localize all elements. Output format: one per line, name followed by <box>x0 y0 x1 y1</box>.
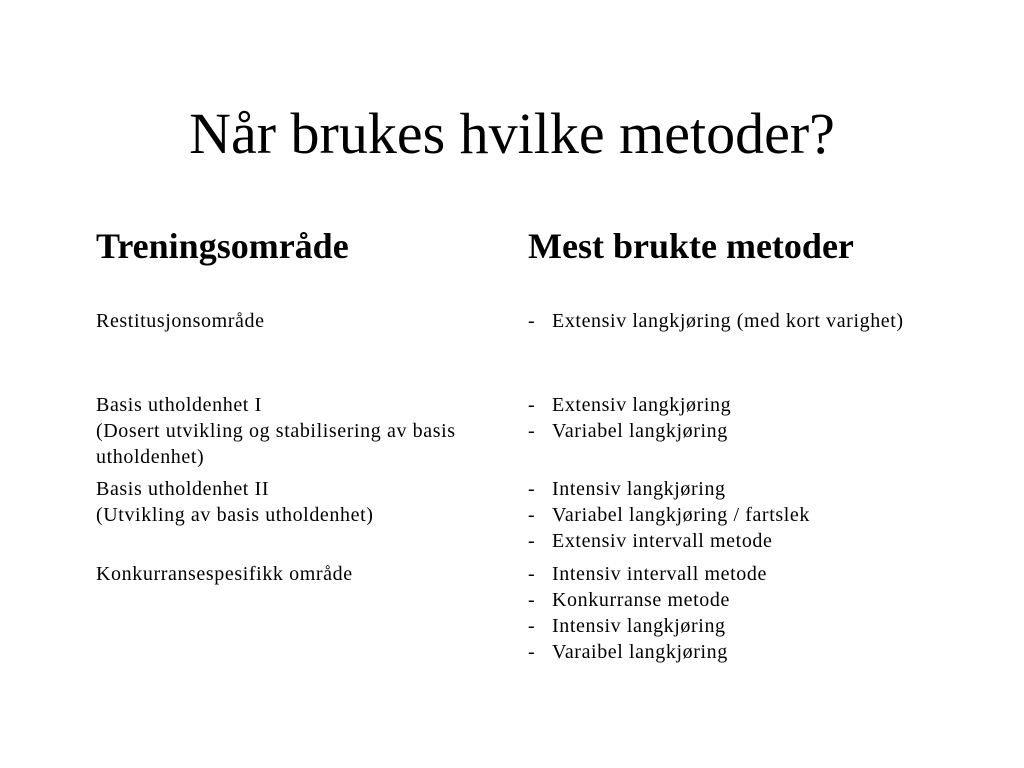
training-area-line: Basis utholdenhet I <box>96 394 262 416</box>
training-area-line: Konkurransespesifikk område <box>96 563 353 585</box>
dash-bullet: - <box>528 641 536 663</box>
methods-list <box>528 476 948 554</box>
list-item <box>528 528 948 554</box>
list-item <box>528 476 948 502</box>
method-text: Variabel langkjøring / fartslek <box>552 504 810 526</box>
method-text: Konkurranse metode <box>552 589 730 611</box>
list-item <box>528 392 948 418</box>
list-item <box>528 308 948 334</box>
dash-bullet: - <box>528 310 536 332</box>
dash-bullet: - <box>528 478 536 500</box>
dash-bullet: - <box>528 615 536 637</box>
dash-bullet: - <box>528 394 536 416</box>
training-area-line: (Utvikling av basis utholdenhet) <box>96 504 374 526</box>
training-area-cell <box>96 392 496 470</box>
methods-list <box>528 561 948 665</box>
method-text: Varaibel langkjøring <box>552 641 728 663</box>
training-area-line: (Dosert utvikling og stabilisering av basis utholdenhet) <box>96 420 456 468</box>
list-item <box>528 502 948 528</box>
list-item <box>528 639 948 665</box>
dash-bullet: - <box>528 563 536 585</box>
dash-bullet: - <box>528 420 536 442</box>
list-item <box>528 613 948 639</box>
dash-bullet: - <box>528 530 536 552</box>
method-text: Extensiv langkjøring (med kort varighet) <box>552 310 904 332</box>
method-text: Variabel langkjøring <box>552 420 728 442</box>
dash-bullet: - <box>528 589 536 611</box>
training-area-cell <box>96 308 496 334</box>
method-text: Extensiv langkjøring <box>552 394 732 416</box>
method-text: Intensiv langkjøring <box>552 615 726 637</box>
training-area-cell <box>96 476 496 528</box>
list-item <box>528 418 948 444</box>
methods-list <box>528 392 948 444</box>
list-item <box>528 587 948 613</box>
column-header-training-area: Treningsområde <box>96 226 349 266</box>
list-item <box>528 561 948 587</box>
training-area-line: Basis utholdenhet II <box>96 478 270 500</box>
training-area-line: Restitusjonsområde <box>96 310 265 332</box>
method-text: Intensiv intervall metode <box>552 563 767 585</box>
method-text: Intensiv langkjøring <box>552 478 726 500</box>
method-text: Extensiv intervall metode <box>552 530 773 552</box>
methods-list <box>528 308 948 334</box>
training-area-cell <box>96 561 496 587</box>
column-header-methods: Mest brukte metoder <box>528 226 854 266</box>
dash-bullet: - <box>528 504 536 526</box>
slide-title: Når brukes hvilke metoder? <box>189 101 835 166</box>
